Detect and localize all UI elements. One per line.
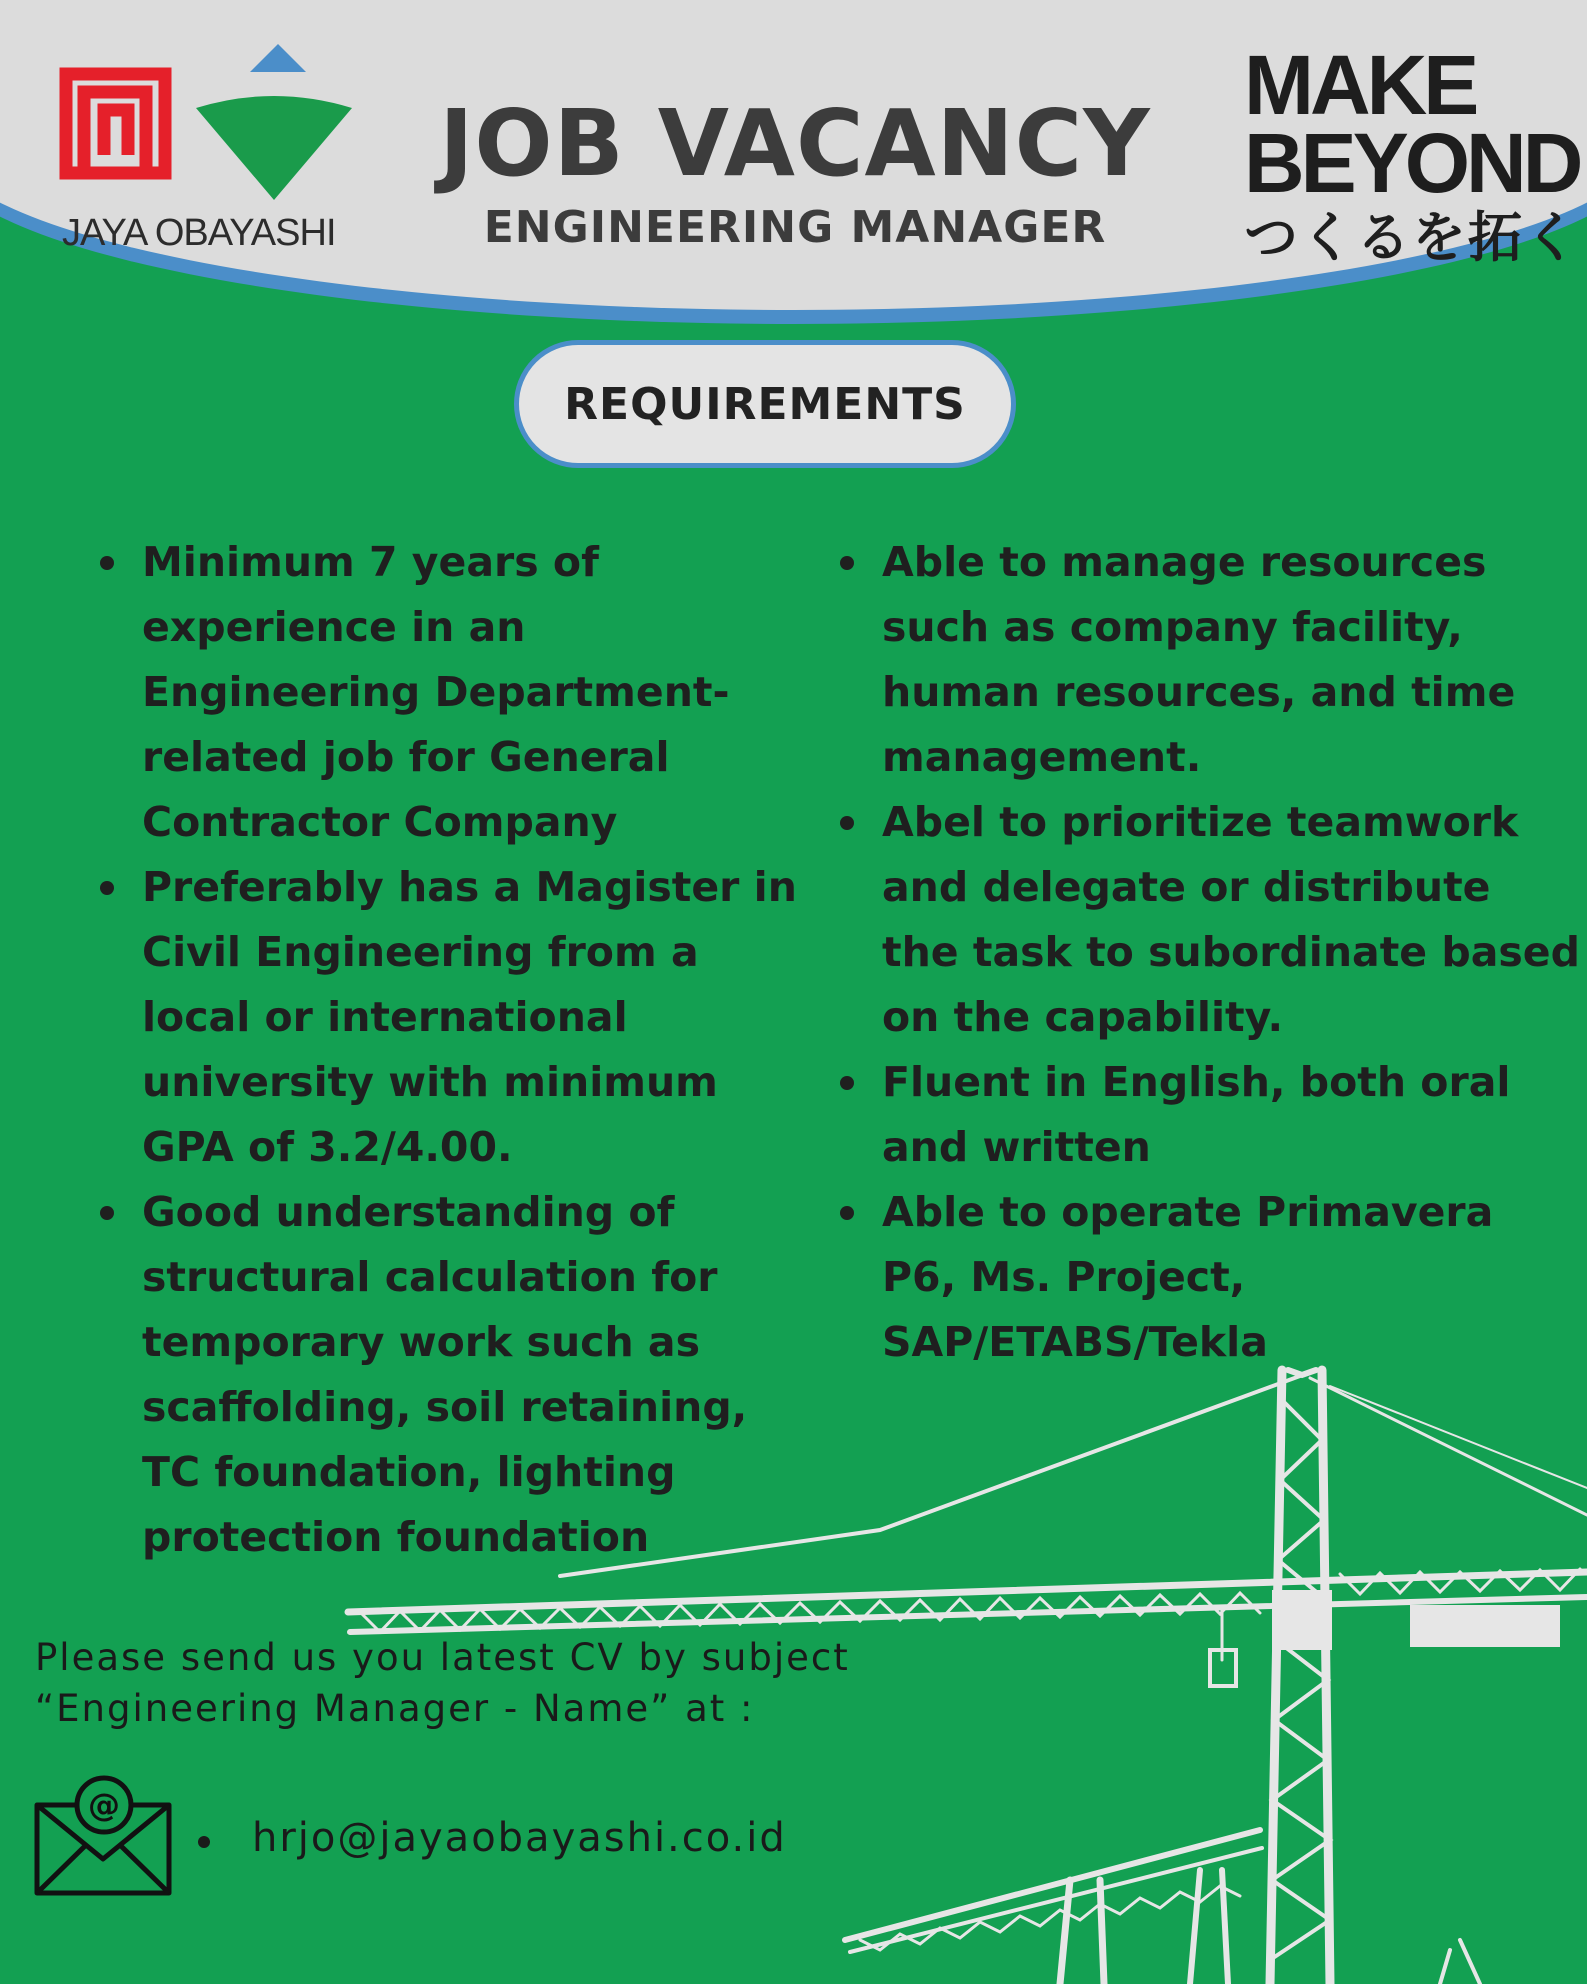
list-item: Able to operate Primavera P6, Ms. Project, SAP/ETABS/Tekla xyxy=(840,1180,1580,1375)
envelope-at-icon xyxy=(32,1775,177,1900)
tagline-japanese: つくるを拓く xyxy=(1244,205,1580,269)
company-name: JAYA OBAYASHI xyxy=(62,212,336,254)
requirements-heading: REQUIREMENTS xyxy=(514,340,1016,468)
list-item: Fluent in English, both oral and written xyxy=(840,1050,1580,1180)
email-bullet xyxy=(198,1836,210,1848)
make-beyond-tagline xyxy=(1244,38,1580,272)
position-title: ENGINEERING MANAGER xyxy=(483,202,1107,253)
list-item: Minimum 7 years of experience in an Engineering Department-related job for General Contractor Company xyxy=(100,530,800,855)
page-title: JOB VACANCY xyxy=(439,90,1151,197)
list-item: Able to manage resources such as company facility, human resources, and time management. xyxy=(840,530,1580,790)
requirements-list-right xyxy=(840,530,1580,1375)
svg-text:@: @ xyxy=(88,1786,120,1824)
cta-line-1: Please send us you latest CV by subject xyxy=(35,1636,850,1679)
contact-email-link[interactable]: hrjo@jayaobayashi.co.id xyxy=(252,1815,787,1861)
application-instructions xyxy=(35,1632,935,1734)
tagline-line-2: BEYOND xyxy=(1244,116,1580,210)
list-item: Preferably has a Magister in Civil Engineering from a local or international university with minimum GPA of 3.2/4.00. xyxy=(100,855,800,1180)
list-item: Abel to prioritize teamwork and delegate or distribute the task to subordinate based on the capability. xyxy=(840,790,1580,1050)
list-item: Good understanding of structural calculation for temporary work such as scaffolding, soil retaining, TC foundation, lighting protection foundation xyxy=(100,1180,800,1570)
requirements-list-left xyxy=(100,530,800,1570)
cta-line-2: “Engineering Manager - Name” at : xyxy=(35,1687,755,1730)
tagline-line-1: MAKE xyxy=(1244,38,1476,132)
